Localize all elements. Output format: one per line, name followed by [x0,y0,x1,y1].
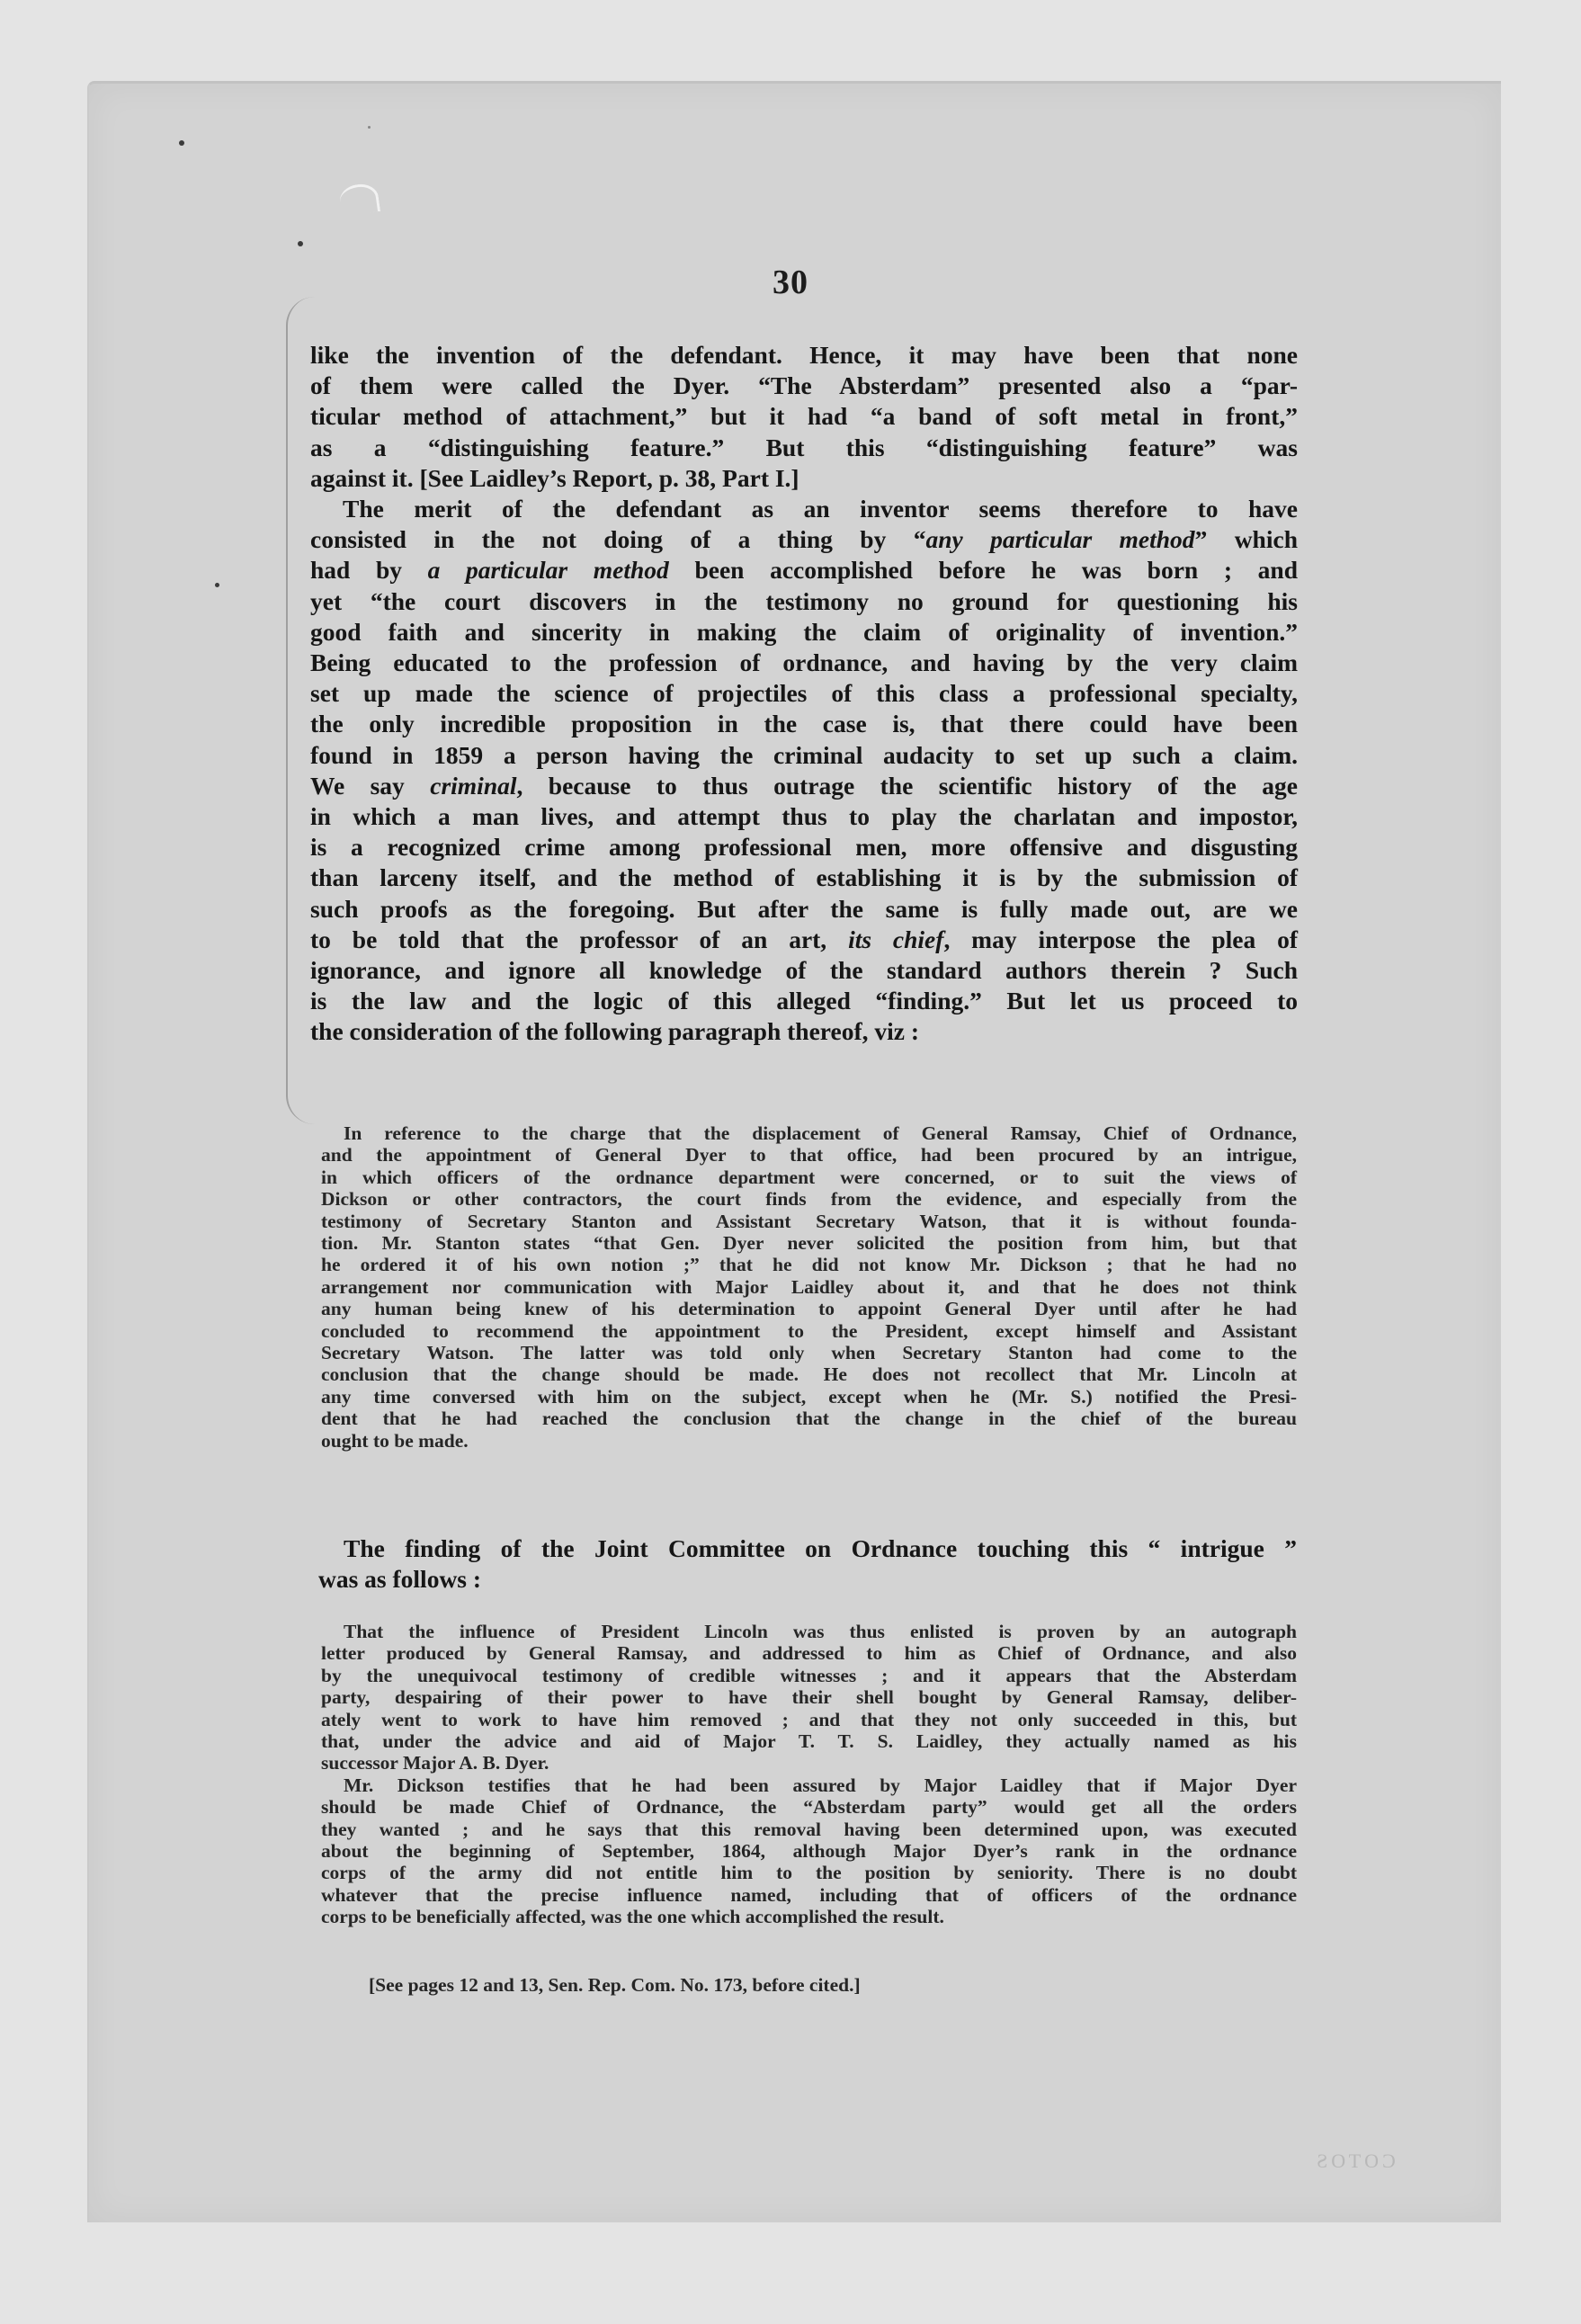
text-line [310,524,1298,555]
text-line: ignorance, and ignore all knowledge of the standard authors therein ? Such [310,956,1298,985]
text-line [310,555,1298,585]
text-line: like the invention of the defendant. Hence, it may have been that none [310,341,1298,369]
text-line [310,925,1298,955]
text-line: is the law and the logic of this alleged “finding.” But let us proceed to [310,987,1298,1015]
quote-line: testimony of Secretary Stanton and Assistant Secretary Watson, that it is without founda- [321,1210,1297,1232]
text-line [310,771,1298,801]
italic-phrase: its chief [848,925,944,953]
committee-finding-intro [318,1533,1297,1595]
quote-line: and the appointment of General Dyer to that office, had been procured by an intrigue, [321,1144,1297,1166]
text-line: was as follows : [318,1565,482,1593]
text-line: as a “distinguishing feature.” But this “distinguishing feature” was [310,433,1298,461]
quote-line: letter produced by General Ramsay, and addressed to him as Chief of Ordnance, and also [321,1642,1297,1665]
quote-line: party, despairing of their power to have their shell bought by General Ramsay, deliber- [321,1686,1297,1709]
text-line: set up made the science of projectiles of this class a professional specialty, [310,679,1298,708]
quote-line: Dickson or other contractors, the court finds from the evidence, and especially from the [321,1188,1297,1211]
page-number: 30 [773,264,808,301]
text-line: is a recognized crime among professional men, more offensive and disgusting [310,833,1298,862]
committee-finding-quote [321,1621,1297,1928]
text-line: The merit of the defendant as an inventor seems therefore to have [343,495,1298,523]
bleed-through-text: COTOS [1313,2150,1396,2172]
main-body-text [310,340,1298,1048]
quote-line: ately went to work to have him removed ; and that they not only succeeded in this, but [321,1708,1297,1730]
text-segment: , may interpose the plea of [943,925,1299,953]
quote-line: any time conversed with him on the subject, except when he (Mr. S.) notified the Presi- [321,1385,1297,1408]
quote-line: whatever that the precise influence named, including that of officers of the ordnance [321,1883,1297,1906]
text-line: such proofs as the foregoing. But after the same is fully made out, are we [310,894,1298,923]
quote-line: Secretary Watson. The latter was told only when Secretary Stanton had come to the [321,1342,1297,1364]
quote-line: In reference to the charge that the displacement of General Ramsay, Chief of Ordnance, [344,1122,1297,1144]
text-line: found in 1859 a person having the criminal audacity to set up such a claim. [310,740,1298,769]
text-line: good faith and sincerity in making the claim of originality of invention.” [310,617,1298,646]
quote-line: conclusion that the change should be made. He does not recollect that Mr. Lincoln at [321,1363,1297,1386]
quote-line: in which officers of the ordnance department were concerned, or to suit the views of [321,1166,1297,1188]
text-segment: , because to thus outrage the scientific history of the age [516,771,1298,800]
text-segment: been accomplished before he was born ; and [668,556,1298,585]
quote-line: arrangement nor communication with Major Laidley about it, and that he does not think [321,1275,1297,1298]
quote-line: corps to be beneficially affected, was the one which accomplished the result. [321,1906,944,1928]
text-segment: ” which [1194,525,1298,554]
text-segment: We say [310,771,431,800]
italic-phrase: criminal [430,771,517,800]
quote-line: should be made Chief of Ordnance, the “Absterdam party” would get all the orders [321,1796,1297,1819]
paragraph-2 [310,494,1298,1048]
italic-phrase: any particular method [925,525,1195,554]
text-line: the consideration of the following paragraph thereof, viz : [310,1017,919,1046]
court-finding-quote [321,1122,1297,1452]
quote-line: ought to be made. [321,1429,469,1452]
paragraph-1 [310,340,1298,494]
text-line: The finding of the Joint Committee on Ordnance touching this “ intrigue ” [344,1534,1297,1562]
text-segment: consisted in the not doing of a thing by “ [310,525,926,554]
text-line: than larceny itself, and the method of establishing it is by the submission of [310,863,1298,892]
text-line: yet “the court discovers in the testimony no ground for questioning his [310,586,1298,615]
text-line: against it. [See Laidley’s Report, p. 38, Part I.] [310,463,799,492]
text-line: of them were called the Dyer. “The Absterdam” presented also a “par- [310,371,1298,400]
dust-speck [368,126,371,129]
dust-speck [179,140,184,146]
quote-line: dent that he had reached the conclusion that the change in the chief of the bureau [321,1408,1297,1430]
text-line: ticular method of attachment,” but it had “a band of soft metal in front,” [310,402,1298,431]
text-line: in which a man lives, and attempt thus to play the charlatan and impostor, [310,802,1298,831]
quote-line: successor Major A. B. Dyer. [321,1752,549,1774]
dust-speck [298,241,303,246]
quote-line: any human being knew of his determination to appoint General Dyer until after he had [321,1298,1297,1320]
quote-line: That the influence of President Lincoln was thus enlisted is proven by an autograph [344,1621,1297,1642]
quote-line: about the beginning of September, 1864, although Major Dyer’s rank in the ordnance [321,1840,1297,1863]
text-segment: to be told that the professor of an art, [310,925,849,953]
quote-line: concluded to recommend the appointment to the President, except himself and Assistant [321,1319,1297,1342]
citation: [See pages 12 and 13, Sen. Rep. Com. No. 173, before cited.] [369,1974,861,1996]
text-line: Being educated to the profession of ordnance, and having by the very claim [310,648,1298,677]
quote-line: that, under the advice and aid of Major T. T. S. Laidley, they actually named as his [321,1730,1297,1753]
quote-line: by the unequivocal testimony of credible witnesses ; and it appears that the Absterdam [321,1664,1297,1686]
text-line: the only incredible proposition in the case is, that there could have been [310,710,1298,738]
text-segment: had by [310,556,428,585]
italic-phrase: a particular method [427,556,669,585]
quote-line: corps of the army did not entitle him to the position by seniority. There is no doubt [321,1862,1297,1884]
quote-line: they wanted ; and he says that this removal having been determined upon, was executed [321,1818,1297,1840]
quote-line: Mr. Dickson testifies that he had been assured by Major Laidley that if Major Dyer [344,1774,1297,1796]
quote-line: he ordered it of his own notion ;” that he did not know Mr. Dickson ; that he had no [321,1254,1297,1276]
quote-line: tion. Mr. Stanton states “that Gen. Dyer never solicited the position from him, but that [321,1232,1297,1255]
dust-speck [215,583,219,587]
